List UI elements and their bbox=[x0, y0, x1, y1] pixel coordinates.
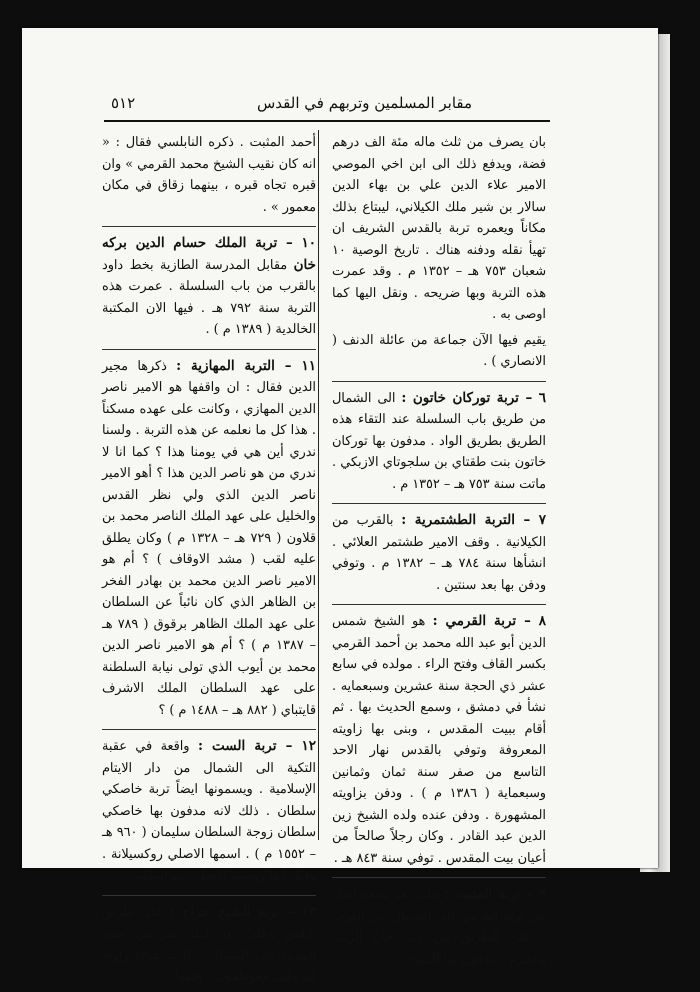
left-column bbox=[102, 132, 316, 992]
entry-divider bbox=[102, 895, 316, 896]
entry-10 bbox=[102, 233, 316, 341]
entry-heading: ١٠ – تربة الملك حسام الدين بركه خان bbox=[102, 235, 316, 273]
entry-13 bbox=[102, 902, 316, 988]
right-column bbox=[332, 132, 546, 974]
entry-divider bbox=[332, 877, 546, 878]
entry-6 bbox=[332, 388, 546, 496]
entry-heading: ١٢ – تربة الست : bbox=[197, 738, 317, 754]
entry-text: مقابل المدرسة الطازية بخط داود بالقرب من باب السلسلة . عمرت هذه التربة سنة ٧٩٢ هـ . فيها الان المكتبة الخالدية ( ١٣٨٩ م ) . bbox=[102, 257, 316, 337]
entry-text: واقعة في عقبة التكية الى الشمال من دار الايتام الإسلامية . ويسمونها ايضاً تربة خاصكي سلطان . ذلك لانه مدفون بها خاصكي سلطان زوجة السلطان سليمان ( ٩٦٠ هـ – ١٥٥٢ م ) . اسمها الاصلي روكسيلانة . وقيل انها روسية الاصل . ثم اسلمت . bbox=[102, 739, 316, 883]
entry-heading: ١١ – التربة المهازية : bbox=[176, 357, 316, 374]
entry-text: بالقرب من الكيلانية . وقف الامير طشتمر العلائي . انشأها سنة ٧٨٤ هـ – ١٣٨٢ م . وتوفي ودفن بها بعد سنتين . bbox=[332, 513, 546, 593]
entry-9 bbox=[332, 884, 546, 970]
paragraph: أحمد المثبت . ذكره النابلسي فقال : « انه كان نقيب الشيخ محمد القرمي » وان قبره تجاه قبره ، بينهما زقاق في مكان معمور » . bbox=[102, 135, 316, 215]
header-rule bbox=[104, 120, 550, 122]
entry-heading: ٩ – تربة المثبت : bbox=[444, 886, 546, 902]
entry-divider bbox=[102, 729, 316, 730]
entry-heading: ٦ – تربة توركان خاتون : bbox=[401, 389, 546, 406]
entry-divider bbox=[332, 381, 546, 382]
entry-divider bbox=[102, 226, 316, 227]
entry-divider bbox=[332, 503, 546, 504]
entry-text: على طريق نابلس وعلى بعد كيلو متر من سور المدينة الى الشمال . كانت هناك زاوية لها وقف وموظفون . وقفها bbox=[102, 904, 316, 984]
entry-7 bbox=[332, 510, 546, 596]
column-divider bbox=[318, 130, 319, 840]
entry-text: هو الشيخ شمس الدين أبو عبد الله محمد بن أحمد القرمي بكسر القاف وفتح الراء . مولده في سابع عشر ذي الحجة سنة عشرين وسبعمايه . نشأ في دمشق ، وسمع الحديث بها . ثم أقام ببيت المقدس ، وبنى بها زاويته المعروفة وتوفي بالقدس نهار الاحد التاسع من صفر سنة ثمان وثمانين وسبعماية ( ١٣٨٦ م ) . ودفن بزاويته المشهورة . ودفن عنده ولده الشيخ زين الدين عبد القادر . وكان رجلاً صالحاً من أعيان بيت المقدس . توفي سنة ٨٤٣ هـ . bbox=[332, 614, 546, 866]
entry-12 bbox=[102, 736, 316, 887]
entry-divider bbox=[332, 604, 546, 605]
entry-heading: ١٣ – تربة الشيخ جراح : bbox=[169, 903, 316, 920]
entry-heading: ٧ – التربة الطشتمرية : bbox=[401, 512, 546, 528]
paragraph: يقيم فيها الآن جماعة من عائلة الدنف ( الانصاري ) . bbox=[332, 332, 546, 369]
entry-text: على بعد بضعة امتار من تربة القرمي الى الشمال من الغرب . على الطريق بين باب خان الزيت والحرم . مدفون بها الشيخ bbox=[332, 887, 546, 967]
entry-8 bbox=[332, 611, 546, 869]
entry-heading: ٨ – تربة القرمي : bbox=[432, 613, 546, 629]
entry-text: ذكرها مجير الدين فقال : ان واقفها هو الامير ناصر الدين المهازي ، وكانت على عهده مسكناً . هذا كل ما نعلمه عن هذه التربة . ولسنا ندري أين هي في يومنا هذا ؟ كما انا لا ندري من هو ناصر الدين هذا ؟ أهو الامير ناصر الدين الذي ولي نظر القدس والخليل على عهد الملك الناصر محمد بن قلاون ( ٧٢٩ هـ – ١٣٢٨ م ) وكان يطلق عليه لقب ( مشد الاوقاف ) ؟ أم هو الامير ناصر الدين محمد بن بهادر الفخر بن الظاهر الذي كان نائباً عن السلطان على عهد الملك الظاهر برقوق ( ٧٨٩ هـ – ١٣٨٧ م ) ؟ أم هو الامير ناصر الدين محمد بن أيوب الذي تولى نيابة السلطنة على عهد السلطان الملك الاشرف قايتباي ( ٨٨٢ هـ – ١٤٨٨ م ) ؟ bbox=[102, 358, 316, 718]
entry-text: الى الشمال من طريق باب السلسلة عند التقاء هذه الطريق بطريق الواد . مدفون بها توركان خاتون بنت طقتاي بن سلجوتاي الازبكي . ماتت سنة ٧٥٣ هـ – ١٣٥٢ م . bbox=[332, 390, 546, 492]
entry-divider bbox=[102, 349, 316, 350]
entry-11 bbox=[102, 356, 316, 722]
running-title: مقابر المسلمين وتربهم في القدس bbox=[257, 94, 473, 112]
page-number: ٥١٢ bbox=[111, 94, 136, 112]
paragraph: بان يصرف من ثلث ماله مئة الف درهم فضة، ويدفع ذلك الى ابن اخي الموصي الامير علاء الدين علي بن بهاء الدين سالار بن شير ملك الكيلاني، ليبتاع بذلك مكاناً ويعمره تربة بالقدس الشريف ان تهيأ نقله ودفنه هناك . تاريخ الوصية ١٠ شعبان ٧٥٣ هـ – ١٣٥٢ م . وقد عمرت هذه التربة وبها ضريحه . ونقل اليها كما اوصى به . bbox=[332, 135, 546, 322]
running-header bbox=[105, 94, 545, 120]
